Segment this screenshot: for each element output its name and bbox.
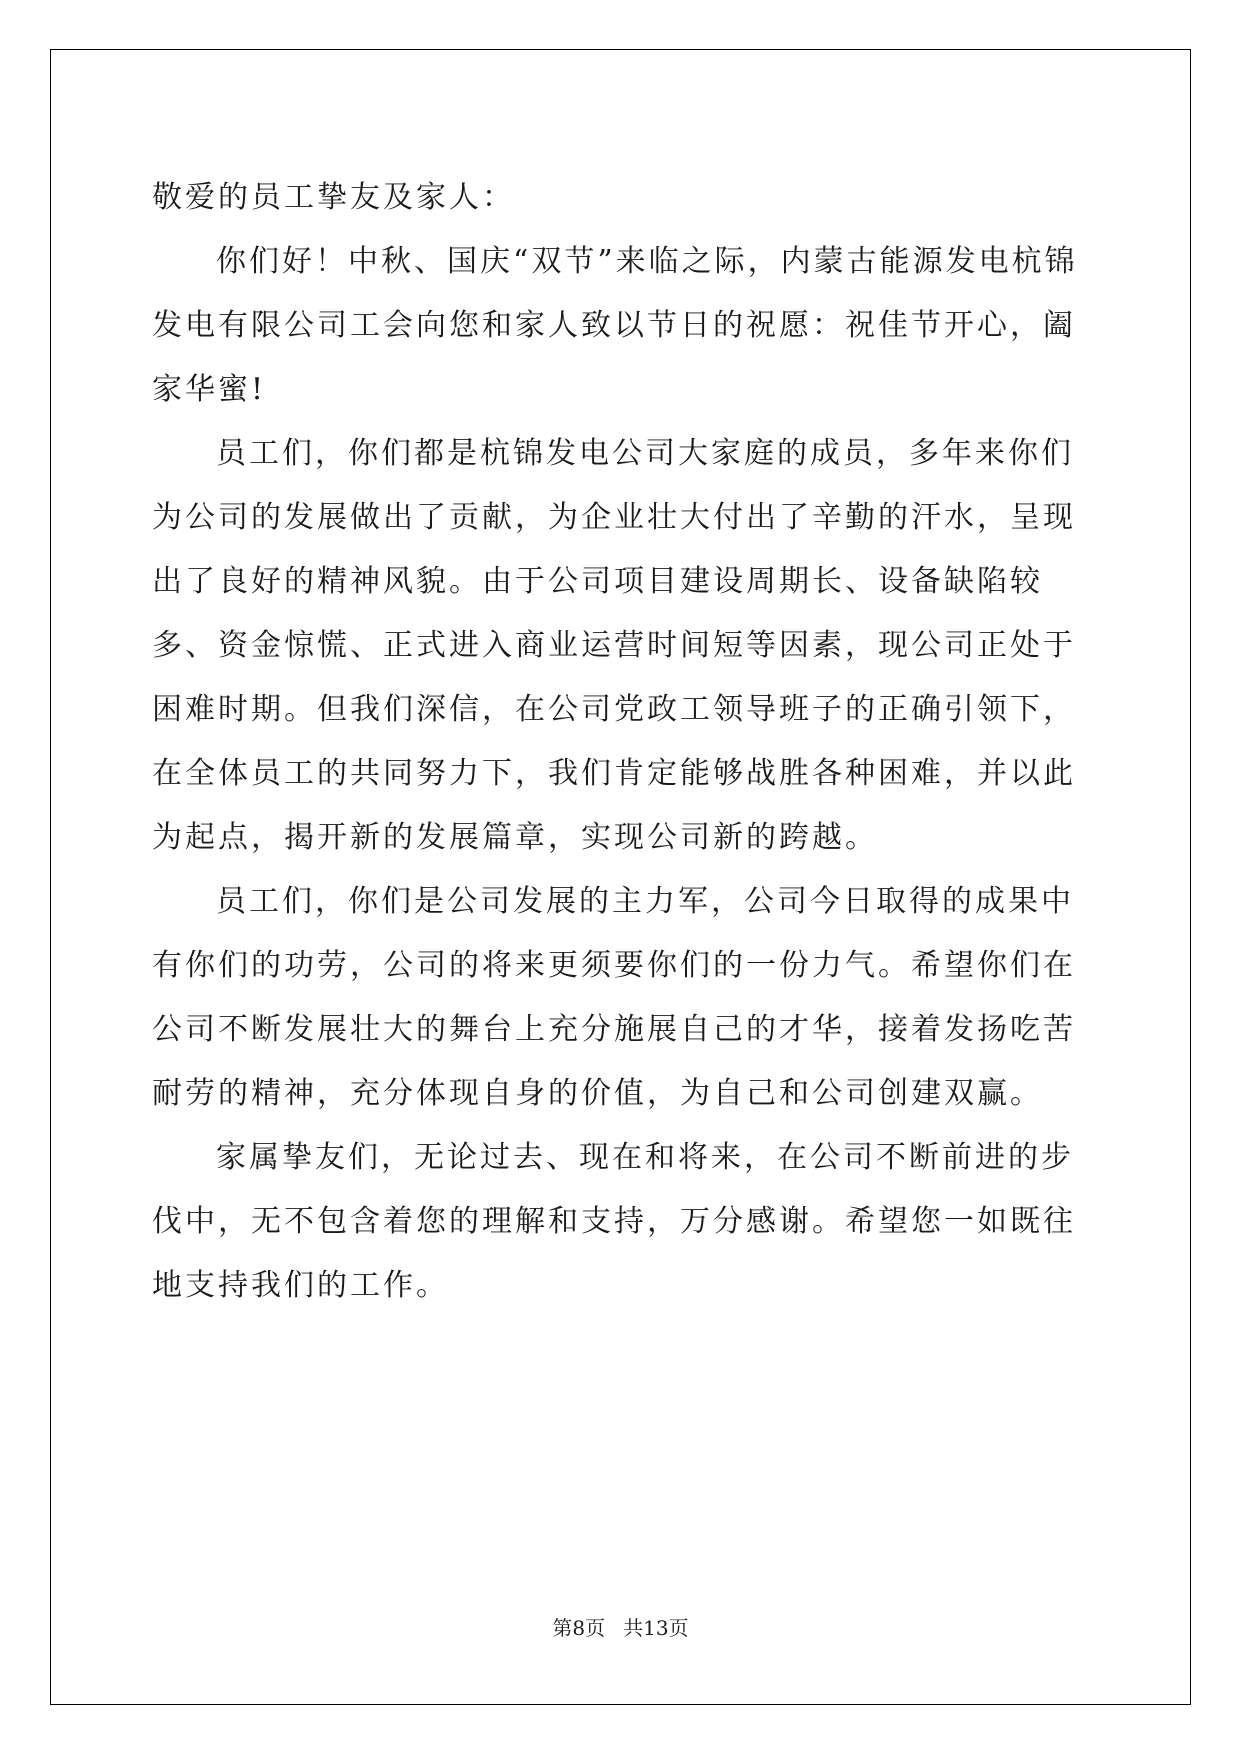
paragraph-family-thanks: 家属挚友们，无论过去、现在和将来，在公司不断前进的步伐中，无不包含着您的理解和支持，万分感谢。希望您一如既往地支持我们的工作。 [152,1140,1076,1303]
page-number: 第8页 [552,1616,606,1640]
salutation: 敬爱的员工挚友及家人： [152,180,515,215]
letter-body [152,166,1092,1318]
page-total: 共13页 [623,1616,689,1640]
paragraph-employees-contribution: 员工们，你们都是杭锦发电公司大家庭的成员，多年来你们为公司的发展做出了贡献，为企业壮大付出了辛勤的汗水，呈现出了良好的精神风貌。由于公司项目建设周期长、设备缺陷较多、资金惊慌、正式进入商业运营时间短等因素，现公司正处于困难时期。但我们深信，在公司党政工领导班子的正确引领下，在全体员工的共同努力下，我们肯定能够战胜各种困难，并以此为起点，揭开新的发展篇章，实现公司新的跨越。 [152,436,1076,855]
paragraph-employees-future: 员工们，你们是公司发展的主力军，公司今日取得的成果中有你们的功劳，公司的将来更须要你们的一份力气。希望你们在公司不断发展壮大的舞台上充分施展自己的才华，接着发扬吃苦耐劳的精神，充分体现自身的价值，为自己和公司创建双赢。 [152,884,1076,1111]
paragraph-greeting: 你们好！中秋、国庆“双节”来临之际，内蒙古能源发电杭锦发电有限公司工会向您和家人致以节日的祝愿：祝佳节开心，阖家华蜜! [152,244,1078,407]
page-footer [0,1616,1241,1640]
